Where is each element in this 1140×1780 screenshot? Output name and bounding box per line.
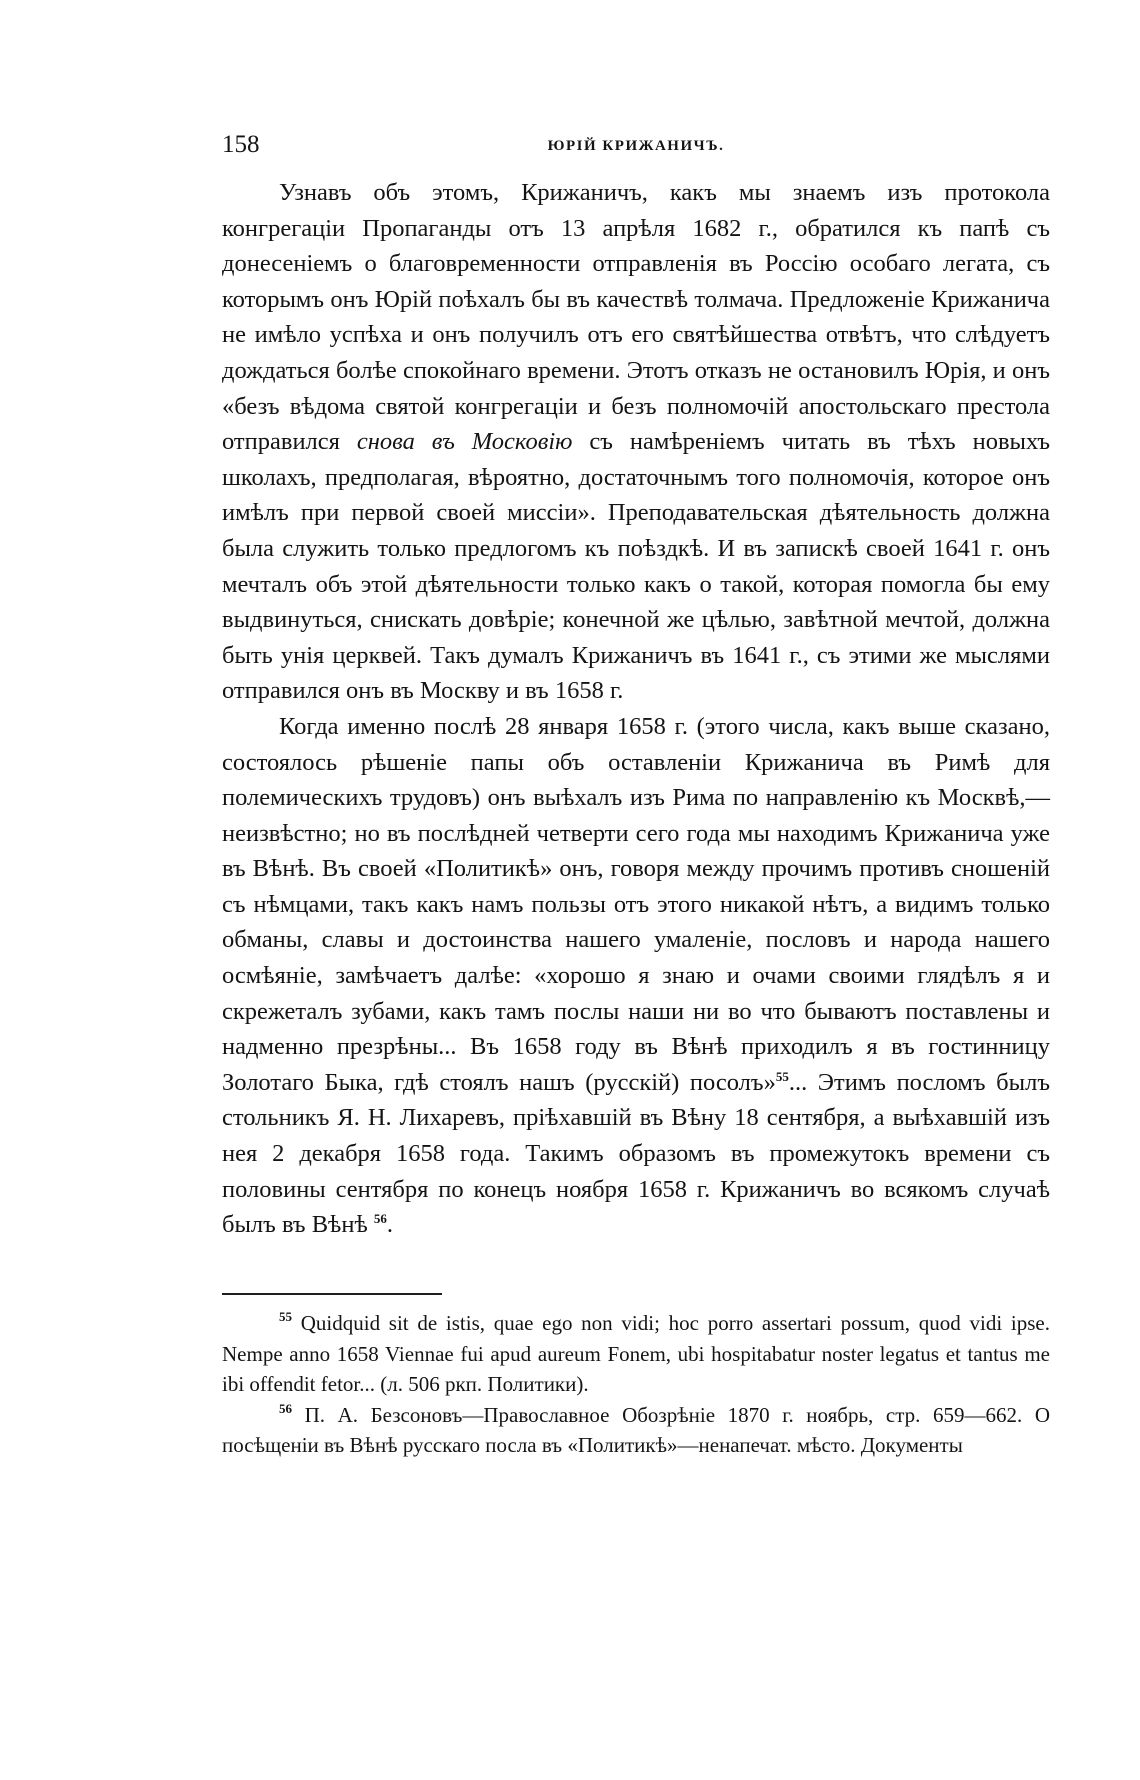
footnotes [222, 1308, 1050, 1461]
main-text [222, 175, 1050, 1243]
footnote [222, 1308, 1050, 1400]
paragraph-text: Узнавъ объ этомъ, Крижаничъ, какъ мы знаемъ изъ протокола конгрегаціи Пропаганды отъ 13 апрѣля 1682 г., обратился къ папѣ съ донесеніемъ о благовременности отправленія въ Россію особаго легата, съ которымъ онъ Юрій поѣхалъ бы въ качествѣ толмача. Предложеніе Крижанича не имѣло успѣха и онъ получилъ отъ его святѣйшества отвѣтъ, что слѣдуетъ дождаться болѣе спокойнаго времени. Этотъ отказъ не остановилъ Юрія, и онъ «безъ вѣдома святой конгрегаціи и безъ полномочій апостольскаго престола отправился [222, 179, 1050, 456]
footnote-reference: 56 [373, 1211, 387, 1227]
footnote-marker: 56 [279, 1400, 292, 1416]
footnote-marker: 55 [279, 1309, 292, 1324]
paragraph-text: ... Этимъ посломъ былъ стольникъ Я. Н. Лихаревъ, пріѣхавшій въ Вѣну 18 сентября, а выѣхавшій изъ нея 2 декабря 1658 года. Такимъ образомъ въ промежутокъ времени съ половины сентября по конецъ ноября 1658 г. Крижаничъ во всякомъ случаѣ былъ въ Вѣнѣ [222, 1068, 1051, 1239]
paragraph-text: съ намѣреніемъ читать въ тѣхъ новыхъ школахъ, предполагая, вѣроятно, достаточнымъ того полномочія, которое онъ имѣлъ при первой своей миссіи». Преподавательская дѣятельность должна была служить только предлогомъ къ поѣздкѣ. И въ запискѣ своей 1641 г. онъ мечталъ объ этой дѣятельности только какъ о такой, которая помогла бы ему выдвинуться, снискать довѣріе; конечной же цѣлью, завѣтной мечтой, должна быть унія церквей. Такъ думалъ Крижаничъ въ 1641 г., съ этими же мыслями отправился онъ въ Москву и въ 1658 г. [222, 428, 1051, 705]
running-title: ЮРІЙ КРИЖАНИЧЪ. [547, 138, 725, 154]
page-number: 158 [222, 131, 260, 158]
footnote-text: Quidquid sit de istis, quae ego non vidi; hoc porro assertari possum, quod vidi ipse. Nempe anno 1658 Viennae fui apud aureum Fonem, ubi hospitabatur noster legatus et tantus me ibi offendit fetor... (л. 506 ркп. Политики). [222, 1311, 1050, 1396]
paragraph-text: . [386, 1211, 394, 1239]
italic-phrase: снова въ Московію [356, 428, 573, 456]
paragraph [222, 175, 1050, 709]
footnote-text: П. А. Безсоновъ—Православное Обозрѣніе 1870 г. ноябрь, стр. 659—662. О посѣщеніи въ Вѣнѣ русскаго посла въ «Политикѣ»—ненапечат. мѣсто. Документы [222, 1402, 1050, 1457]
page-header [222, 128, 1050, 164]
paragraph [222, 709, 1050, 1243]
paragraph-text: Когда именно послѣ 28 января 1658 г. (этого числа, какъ выше сказано, состоялось рѣшеніе папы объ оставленіи Крижанича въ Римѣ для полемическихъ трудовъ) онъ выѣхалъ изъ Рима по направленію къ Москвѣ,—неизвѣстно; но въ послѣдней четверти сего года мы находимъ Крижанича уже въ Вѣнѣ. Въ своей «Политикѣ» онъ, говоря между прочимъ противъ сношеній съ нѣмцами, такъ какъ намъ пользы отъ этого никакой нѣтъ, а видимъ только обманы, славы и достоинства нашего умаленіе, пословъ и народа нашего осмѣяніе, замѣчаетъ далѣе: «хорошо я знаю и очами своими глядѣлъ я и скрежеталъ зубами, какъ тамъ послы наши ни во что бываютъ поставлены и надменно презрѣны... Въ 1658 году въ Вѣнѣ приходилъ я въ гостинницу Золотаго Быка, гдѣ стоялъ нашъ (русскій) посолъ» [222, 712, 1050, 1096]
footnote-divider [222, 1293, 442, 1295]
footnote [222, 1400, 1050, 1461]
footnote-reference: 55 [775, 1068, 789, 1084]
